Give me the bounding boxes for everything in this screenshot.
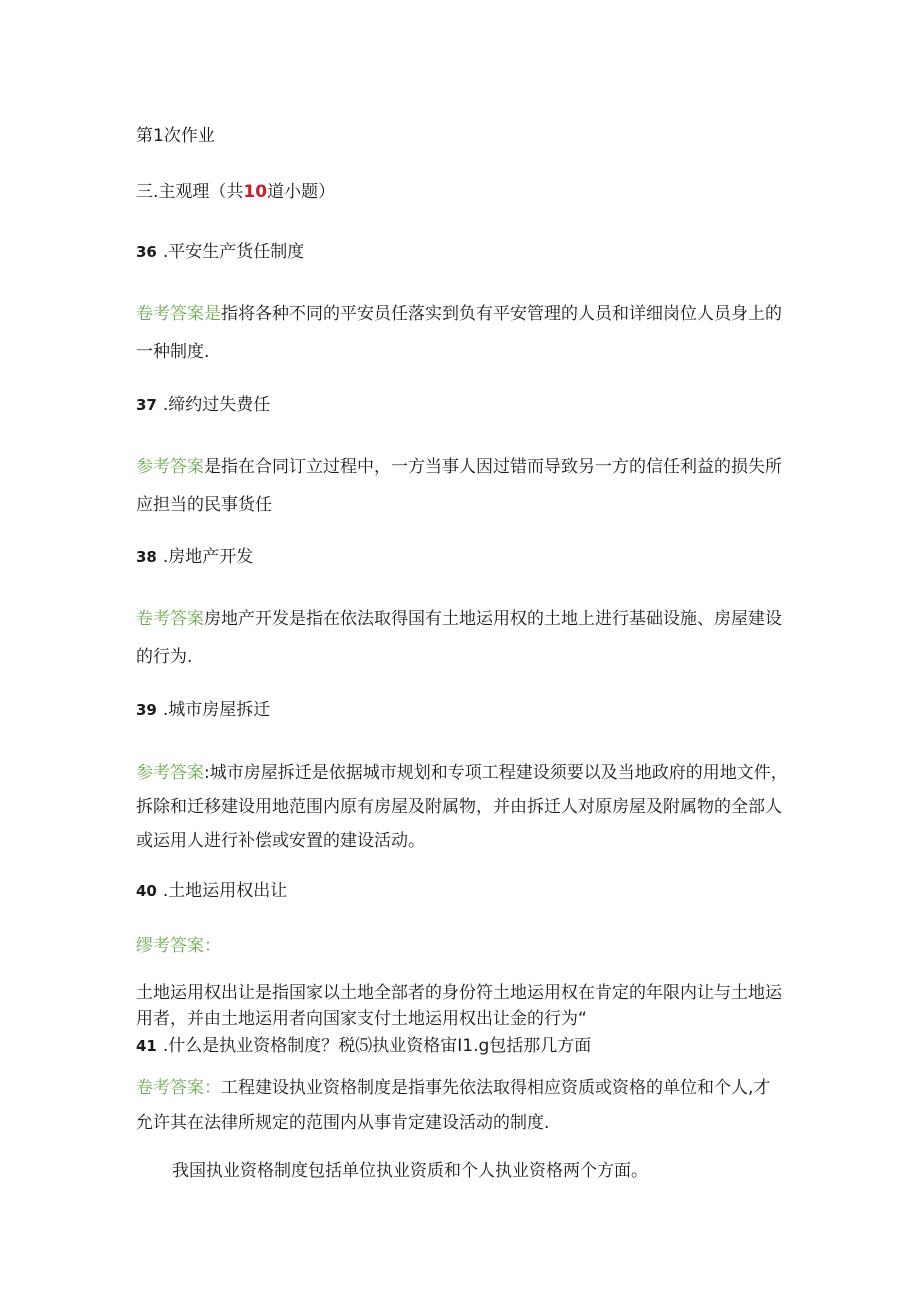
answer-text: 房地产开发是指在依法取得国有土地运用权的土地上进行基础设施、房屋建设 — [204, 609, 782, 629]
question-number: 38 — [136, 548, 157, 566]
question-count: 10 — [243, 182, 268, 202]
answer-text: :城市房屋拆迁是依据城市规划和专项工程建设须要以及当地政府的用地文件， — [204, 763, 788, 783]
answer-label: 参考答案 — [136, 457, 204, 477]
question-number: 39 — [136, 701, 157, 719]
assignment-title: 第1次作业 — [136, 126, 215, 146]
answer-38-line-1 — [136, 607, 782, 631]
answer-37-line-1 — [136, 455, 782, 479]
question-text: .房地产开发 — [162, 547, 254, 567]
question-text: .土地运用权出让 — [162, 881, 288, 901]
answer-41-extra: 我国执业资格制度包括单位执业资质和个人执业资格两个方面。 — [172, 1161, 648, 1181]
answer-40-line-1: 土地运用权出让是指国家以土地全部者的身份符土地运用权在肯定的年限内让与土地运 — [136, 983, 782, 1003]
answer-38-line-2: 的行为. — [136, 647, 193, 667]
section-prefix: 三.主观理（共 — [136, 182, 244, 202]
question-number: 40 — [136, 882, 157, 900]
answer-label: 卷考答案 — [136, 609, 204, 629]
answer-41-line-2: 允许其在法律所规定的范围内从事肯定建设活动的制度. — [136, 1113, 550, 1133]
question-41 — [136, 1034, 591, 1058]
answer-41-line-1 — [136, 1076, 770, 1100]
question-text: .城市房屋拆迁 — [162, 700, 271, 720]
answer-text: 是指在合同订立过程中，一方当事人因过错而导致另一方的信任利益的损失所 — [204, 457, 782, 477]
answer-39-line-1 — [136, 761, 788, 785]
question-36 — [136, 240, 304, 264]
answer-label: 卷考答案是 — [136, 304, 221, 324]
question-38 — [136, 545, 253, 569]
answer-label: 参考答案 — [136, 763, 204, 783]
question-text: .什么是执业资格制度？税⑸执业资格宙I1.g包括那几方面 — [162, 1036, 592, 1056]
section-suffix: 道小题） — [267, 182, 336, 202]
answer-text: 工程建设执业资格制度是指事先依法取得相应资质或资格的单位和个人,才 — [221, 1078, 771, 1098]
answer-39-line-3: 或运用人进行补偿或安置的建设活动。 — [136, 831, 425, 851]
answer-label: 卷考答案： — [136, 1078, 221, 1098]
question-text: .缔约过失费任 — [162, 395, 271, 415]
question-39 — [136, 698, 270, 722]
question-number: 37 — [136, 396, 157, 414]
question-40 — [136, 879, 287, 903]
answer-40-line-2: 用者，并由土地运用者向国家支付土地运用权出让金的行为“ — [136, 1009, 587, 1029]
answer-40-label: 缪考答案： — [136, 936, 221, 956]
question-number: 36 — [136, 243, 157, 261]
answer-text: 指将各种不同的平安员任落实到负有平安管理的人员和详细岗位人员身上的 — [221, 304, 782, 324]
question-37 — [136, 393, 270, 417]
answer-39-line-2: 拆除和迁移建设用地范围内原有房屋及附属物，并由拆迁人对原房屋及附属物的全部人 — [136, 797, 782, 817]
section-heading — [136, 180, 335, 204]
question-text: .平安生产货任制度 — [162, 242, 305, 262]
answer-36-line-1 — [136, 302, 782, 326]
question-number: 41 — [136, 1037, 157, 1055]
answer-36-line-2: 一种制度. — [136, 342, 210, 362]
answer-37-line-2: 应担当的民事货任 — [136, 495, 272, 515]
